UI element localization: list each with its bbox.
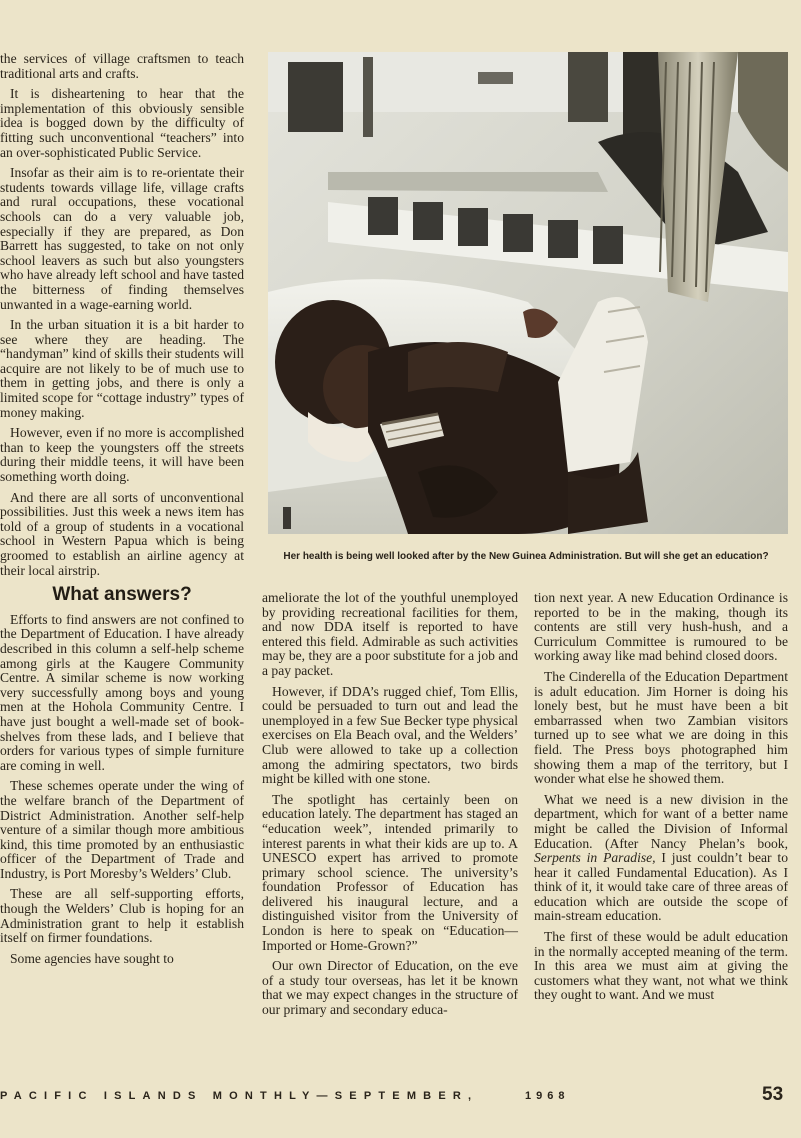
paragraph-text: What we need is a new division in the department, which for want of a better name might be called the Division of Informal Education. (After Nancy Phelan’s book,	[534, 791, 788, 851]
paragraph: Some agencies have sought to	[10, 950, 174, 966]
paragraph: the services of village craftsmen to teach traditional arts and crafts.	[0, 51, 244, 81]
photo-child-in-hospital-bed	[268, 52, 788, 534]
paragraph: The Cinderella of the Education Department is adult education. Jim Horner is doing his lonely best, but he must have been a bit embarrassed when two Zambian visitors turned up to see what we are doing in this field. The Press boys photographed him showing them a map of the territory, but I wonder what else he showed them.	[534, 668, 788, 787]
paragraph: These schemes operate under the wing of the welfare branch of the Department of District Administration. Another self-help venture of a similar though more ambitious kind, this time promoted by an enthusiastic officer of the Department of Trade and Industry, is Port Moresby’s Welders’ Club.	[0, 778, 244, 881]
paragraph: It is disheartening to hear that the implementation of this obviously sensible idea is bogged down by the difficulty of fitting such unconventional “teachers” into an over-sophisticated Public Service.	[0, 86, 244, 160]
paragraph: The spotlight has certainly been on education lately. The department has staged an “education week”, intended primarily to interest parents in what their kids are up to. A UNESCO expert has arrived to promote primary school science. The university’s foundation Professor of Education has delivered his inaugural lecture, and a distinguished visitor from the University of London is here to speak on “Education—Imported or Home-Grown?”	[262, 791, 518, 953]
paragraph: tion next year. A new Education Ordinance is reported to be in the making, though its contents are still very hush-hush, and a Curriculum Committee is rumoured to be working away like mad behind closed doors.	[534, 590, 788, 664]
section-heading: What answers?	[52, 584, 192, 606]
column-right	[534, 591, 788, 1009]
paragraph: In the urban situation it is a bit harder to see where they are heading. The “handyman” kind of skills their students will acquire are not likely to be of much use to them in getting jobs, and there is only a limited scope for “cottage industry” types of money making.	[0, 317, 244, 420]
page-number: 53	[762, 1084, 784, 1105]
paragraph: The first of these would be adult education in the normally accepted meaning of the term. In this area we must aim at giving the customers what they want, not what we think they ought to want. And we must	[534, 929, 788, 1003]
photo-caption: Her health is being well looked after by the New Guinea Administration. But will she get an education?	[283, 551, 769, 562]
paragraph-text: I just couldn’t bear to hear it called Fundamental Education). As I think of it, it would take care of three areas of education which are outside the scope of main-stream education.	[534, 850, 788, 924]
paragraph	[534, 793, 788, 924]
paragraph: These are all self-supporting efforts, though the Welders’ Club is hoping for an Administration grant to help it establish itself on firmer foundations.	[0, 886, 244, 946]
page-footer	[0, 1084, 801, 1114]
column-middle	[262, 591, 518, 1024]
paragraph: Efforts to find answers are not confined to the Department of Education. I have already described in this column a self-help scheme among girls at the Kaugere Community Centre. A similar scheme is now working very successfully among boys and young men at the Hohola Community Centre. I have just bought a well-made set of book-shelves from these lads, and I believe that orders for various types of simple furniture are coming in well.	[0, 611, 244, 773]
paragraph: Our own Director of Education, on the eve of a study tour overseas, has let it be known that we may expect changes in the structure of our primary and secondary educa-	[262, 958, 518, 1018]
paragraph: And there are all sorts of unconventional possibilities. Just this week a news item has told of a group of students in a vocational school in Western Papua which is being groomed to establish an airline agency at their local airstrip.	[0, 489, 244, 578]
column-left	[0, 52, 244, 972]
paragraph: However, if DDA’s rugged chief, Tom Ellis, could be persuaded to turn out and lead the unemployed in a few Sue Becker type physical exercises on Ela Beach oval, and the Welders’ Club were allowed to take up a collection among the admiring spectators, two birds might be killed with one stone.	[262, 683, 518, 787]
paragraph: Insofar as their aim is to re-orientate their students towards village life, village crafts and rural occupations, these vocational schools can do a very valuable job, especially if they are prepared, as Don Barrett has suggested, to take on not only school leavers as such but also youngsters who have already left school and have tasted the bitterness of finding themselves unwanted in a wage-earning world.	[0, 165, 244, 312]
publication-name: PACIFIC ISLANDS MONTHLY—SEPTEMBER,	[0, 1090, 479, 1102]
paragraph: ameliorate the lot of the youthful unemployed by providing recreational facilities for them, and now DDA itself is reported to have entered this field. Admirable as such activities may be, they are a poor substitute for a job and a pay packet.	[262, 590, 518, 678]
paragraph: However, even if no more is accomplished than to keep the youngsters off the streets during their middle teens, it will have been something worth doing.	[0, 425, 244, 485]
publication-year: 1968	[525, 1090, 570, 1102]
book-title: Serpents in Paradise,	[534, 850, 656, 866]
